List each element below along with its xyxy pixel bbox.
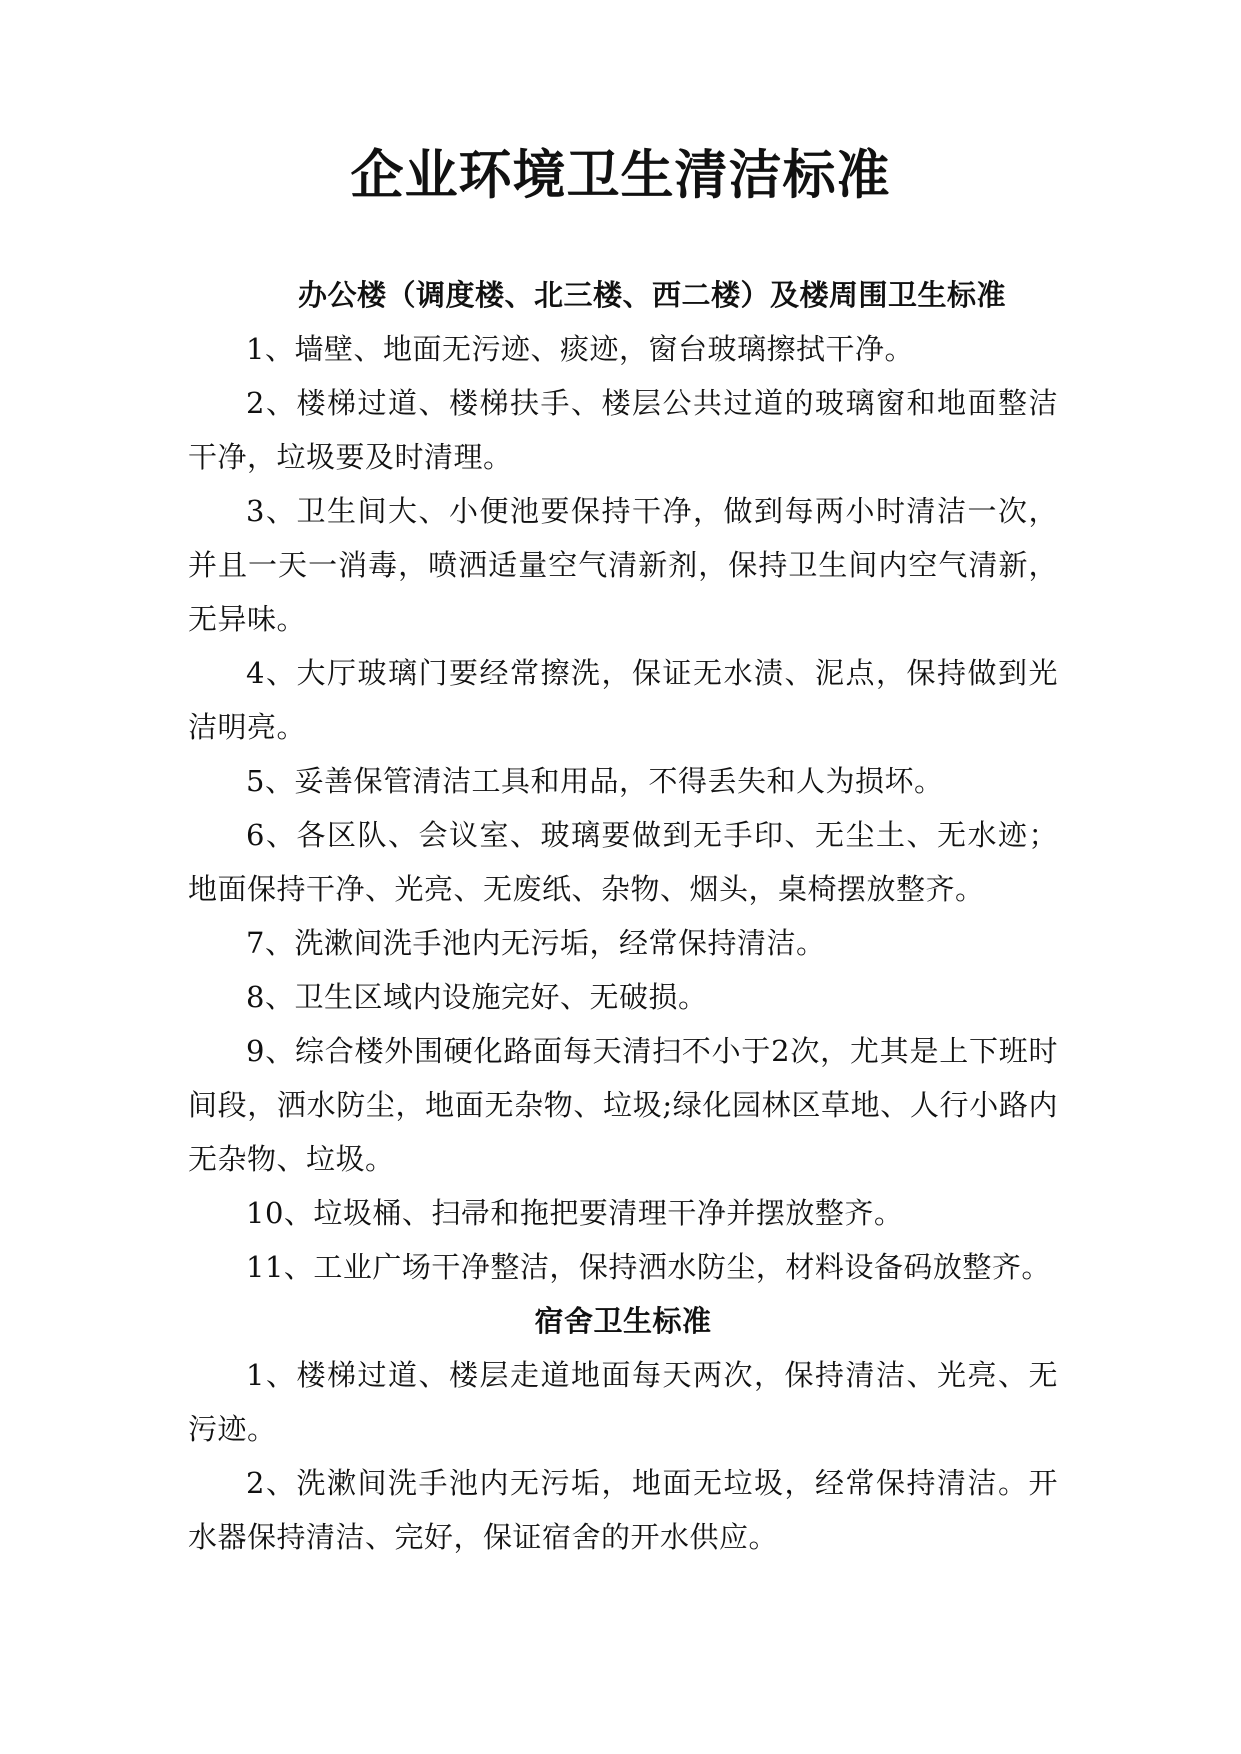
list-item: 5、妥善保管清洁工具和用品，不得丢失和人为损坏。 (246, 764, 944, 798)
list-item: 10、垃圾桶、扫帚和拖把要清理干净并摆放整齐。 (246, 1196, 904, 1230)
section-heading-dormitory: 宿舍卫生标准 (534, 1304, 712, 1338)
document-title: 企业环境卫生清洁标准 (350, 144, 891, 206)
list-item: 3、卫生间大、小便池要保持干净，做到每两小时清洁一次，并且一天一消毒，喷洒适量空气清新剂，保持卫生间内空气清新，无异味。 (188, 494, 1058, 636)
list-item: 6、各区队、会议室、玻璃要做到无手印、无尘土、无水迹；地面保持干净、光亮、无废纸、杂物、烟头，桌椅摆放整齐。 (188, 818, 1058, 906)
list-item: 4、大厅玻璃门要经常擦洗，保证无水渍、泥点，保持做到光洁明亮。 (188, 656, 1058, 744)
list-item: 1、楼梯过道、楼层走道地面每天两次，保持清洁、光亮、无污迹。 (188, 1358, 1058, 1446)
list-item: 2、楼梯过道、楼梯扶手、楼层公共过道的玻璃窗和地面整洁干净，垃圾要及时清理。 (188, 386, 1058, 474)
list-item: 2、洗漱间洗手池内无污垢，地面无垃圾，经常保持清洁。开水器保持清洁、完好，保证宿舍的开水供应。 (188, 1466, 1058, 1554)
list-item: 8、卫生区域内设施完好、无破损。 (246, 980, 708, 1014)
document-body (188, 268, 1058, 1564)
list-item: 1、墙壁、地面无污迹、痰迹，窗台玻璃擦拭干净。 (246, 332, 914, 366)
list-item: 11、工业广场干净整洁，保持洒水防尘，材料设备码放整齐。 (246, 1250, 1051, 1284)
list-item: 9、综合楼外围硬化路面每天清扫不小于2次，尤其是上下班时间段，洒水防尘，地面无杂物、垃圾;绿化园林区草地、人行小路内无杂物、垃圾。 (188, 1034, 1058, 1176)
list-item: 7、洗漱间洗手池内无污垢，经常保持清洁。 (246, 926, 826, 960)
section-heading-office: 办公楼（调度楼、北三楼、西二楼）及楼周围卫生标准 (297, 278, 1006, 312)
